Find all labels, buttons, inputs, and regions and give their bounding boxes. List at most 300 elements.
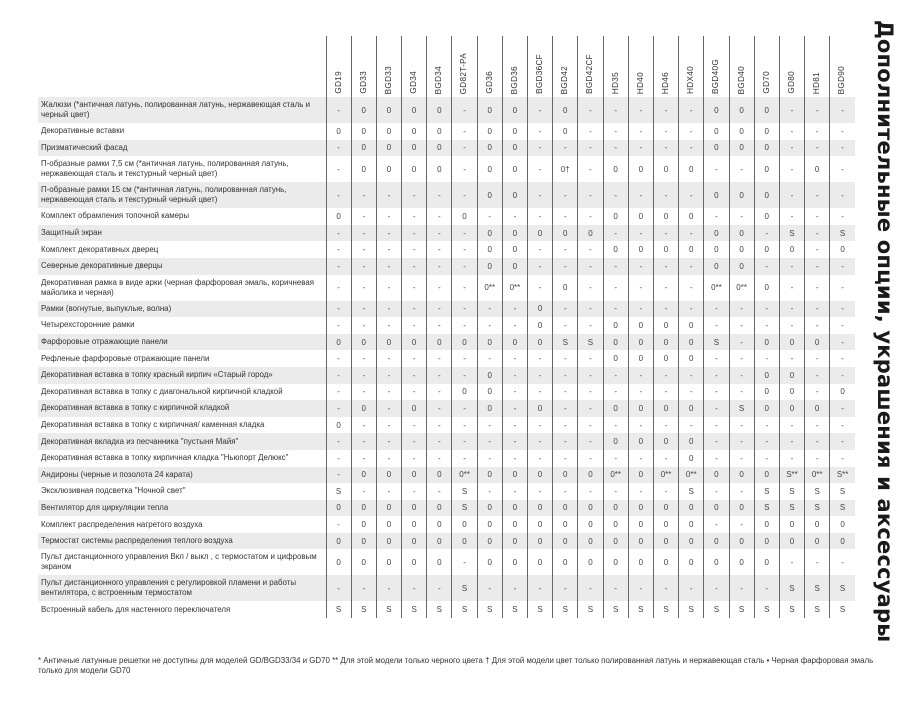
option-cell: - <box>830 367 855 384</box>
option-cell: 0 <box>729 467 754 484</box>
option-cell: 0 <box>427 467 452 484</box>
option-cell: - <box>351 208 376 225</box>
model-name: GD80 <box>786 71 796 94</box>
option-cell: S <box>830 225 855 242</box>
option-cell: 0 <box>679 241 704 258</box>
option-cell: 0 <box>653 350 678 367</box>
option-cell: - <box>830 208 855 225</box>
option-cell: S <box>754 500 779 517</box>
option-cell: 0** <box>452 467 477 484</box>
option-cell: - <box>754 433 779 450</box>
option-cell: - <box>553 417 578 434</box>
table-row <box>38 258 855 275</box>
option-cell: S <box>779 575 804 601</box>
option-cell: 0 <box>402 549 427 575</box>
option-cell: - <box>729 450 754 467</box>
option-cell: 0 <box>452 334 477 351</box>
option-cell: - <box>502 400 527 417</box>
option-cell: - <box>578 241 603 258</box>
model-header <box>653 36 678 97</box>
option-cell: 0 <box>603 334 628 351</box>
option-cell: - <box>402 384 427 401</box>
option-cell: - <box>553 140 578 157</box>
model-header <box>704 36 729 97</box>
option-cell: - <box>427 275 452 301</box>
option-cell: - <box>402 483 427 500</box>
model-header <box>779 36 804 97</box>
option-cell: - <box>477 450 502 467</box>
option-cell: - <box>704 575 729 601</box>
option-cell: - <box>351 483 376 500</box>
option-cell: 0 <box>679 156 704 182</box>
option-cell: 0 <box>528 301 553 318</box>
option-cell: - <box>528 483 553 500</box>
option-cell: S <box>477 601 502 618</box>
option-cell: 0 <box>427 334 452 351</box>
option-cell: 0 <box>528 334 553 351</box>
option-cell: 0 <box>830 384 855 401</box>
table-row <box>38 182 855 208</box>
option-cell: - <box>452 258 477 275</box>
row-label: Пульт дистанционного управления с регулировкой пламени и работы вентилятора, с встроенным термостатом <box>38 575 326 601</box>
option-cell: 0** <box>502 275 527 301</box>
option-cell: - <box>578 367 603 384</box>
option-cell: 0 <box>679 350 704 367</box>
option-cell: 0 <box>351 500 376 517</box>
option-cell: - <box>351 317 376 334</box>
option-cell: - <box>679 258 704 275</box>
model-name: HD35 <box>610 71 620 94</box>
option-cell: 0 <box>603 350 628 367</box>
option-cell: 0 <box>477 123 502 140</box>
option-cell: 0 <box>754 241 779 258</box>
option-cell: 0 <box>729 140 754 157</box>
option-cell: - <box>729 208 754 225</box>
option-cell: S <box>805 500 830 517</box>
option-cell: - <box>805 97 830 123</box>
option-cell: 0 <box>402 140 427 157</box>
option-cell: 0 <box>553 97 578 123</box>
row-label: Декоративная вставка в топку красный кирпич «Старый город» <box>38 367 326 384</box>
option-cell: 0 <box>376 549 401 575</box>
option-cell: S <box>376 601 401 618</box>
option-cell: - <box>729 334 754 351</box>
option-cell: - <box>578 258 603 275</box>
option-cell: S <box>805 483 830 500</box>
model-name: BGD36CF <box>535 54 544 94</box>
option-cell: 0 <box>754 123 779 140</box>
option-cell: - <box>830 334 855 351</box>
option-cell: - <box>528 182 553 208</box>
option-cell: 0 <box>326 549 351 575</box>
option-cell: 0 <box>578 467 603 484</box>
option-cell: 0 <box>402 500 427 517</box>
option-cell: - <box>351 225 376 242</box>
option-cell: - <box>427 483 452 500</box>
option-cell: - <box>402 450 427 467</box>
footnote: * Античные латунные решетки не доступны для моделей GD/BGD33/34 и GD70 ** Для этой модели только черного цвета † Для этой модели цвет только полированная латунь и нержавеющая сталь • Черная фарфоровая эмаль только для модели GD70 <box>38 656 874 675</box>
option-cell: 0 <box>704 241 729 258</box>
option-cell: 0 <box>653 533 678 550</box>
option-cell: 0 <box>528 225 553 242</box>
option-cell: 0 <box>679 400 704 417</box>
row-label: Декоративная вставка в топку с кирпичная/ каменная кладка <box>41 420 265 430</box>
option-cell: S <box>452 500 477 517</box>
option-cell: S <box>704 334 729 351</box>
option-cell: - <box>528 156 553 182</box>
option-cell: - <box>528 241 553 258</box>
option-cell: - <box>402 258 427 275</box>
option-cell: S <box>653 601 678 618</box>
option-cell: 0 <box>402 516 427 533</box>
option-cell: - <box>326 317 351 334</box>
option-cell: 0 <box>679 208 704 225</box>
option-cell: - <box>528 208 553 225</box>
option-cell: 0 <box>704 500 729 517</box>
option-cell: - <box>502 367 527 384</box>
option-cell: - <box>603 450 628 467</box>
option-cell: - <box>553 400 578 417</box>
option-cell: 0** <box>477 275 502 301</box>
options-table <box>38 36 855 618</box>
model-name: HD81 <box>812 71 822 94</box>
option-cell: - <box>376 317 401 334</box>
option-cell: - <box>704 433 729 450</box>
option-cell: - <box>452 97 477 123</box>
row-label: Встроенный кабель для настенного переключателя <box>41 604 231 614</box>
option-cell: - <box>603 367 628 384</box>
option-cell: S <box>830 483 855 500</box>
option-cell: 0 <box>553 225 578 242</box>
option-cell: 0 <box>402 533 427 550</box>
option-cell: - <box>376 400 401 417</box>
option-cell: - <box>578 97 603 123</box>
option-cell: 0 <box>427 156 452 182</box>
option-cell: - <box>578 208 603 225</box>
option-cell: 0 <box>628 317 653 334</box>
option-cell: - <box>754 575 779 601</box>
option-cell: - <box>628 140 653 157</box>
option-cell: 0 <box>679 500 704 517</box>
header-corner <box>38 36 326 97</box>
option-cell: - <box>477 317 502 334</box>
option-cell: - <box>376 258 401 275</box>
option-cell: 0 <box>351 156 376 182</box>
option-cell: - <box>452 225 477 242</box>
option-cell: - <box>528 123 553 140</box>
option-cell: - <box>553 241 578 258</box>
option-cell: - <box>376 225 401 242</box>
option-cell: - <box>376 575 401 601</box>
option-cell: 0 <box>704 549 729 575</box>
option-cell: 0 <box>729 225 754 242</box>
option-cell: - <box>729 516 754 533</box>
row-label: П-образные рамки 15 см (*античная латунь, полированная латунь, нержавеющая сталь и текстурный черный цвет) <box>38 182 326 208</box>
row-label: Декоративная вкладка из песчанника "пустыня Майя" <box>38 433 326 450</box>
option-cell: - <box>779 433 804 450</box>
option-cell: - <box>351 575 376 601</box>
option-cell: 0 <box>628 156 653 182</box>
option-cell: 0 <box>477 182 502 208</box>
option-cell: 0 <box>502 225 527 242</box>
table-row <box>38 140 855 157</box>
option-cell: 0 <box>452 516 477 533</box>
option-cell: - <box>452 317 477 334</box>
option-cell: 0 <box>528 500 553 517</box>
model-header <box>553 36 578 97</box>
option-cell: - <box>578 483 603 500</box>
option-cell: - <box>779 258 804 275</box>
option-cell: S <box>603 601 628 618</box>
option-cell: - <box>729 156 754 182</box>
option-cell: 0 <box>578 225 603 242</box>
model-header <box>805 36 830 97</box>
option-cell: 0 <box>679 433 704 450</box>
option-cell: 0 <box>653 516 678 533</box>
option-cell: 0 <box>679 450 704 467</box>
option-cell: - <box>427 384 452 401</box>
option-cell: 0 <box>351 140 376 157</box>
option-cell: S <box>553 601 578 618</box>
option-cell: 0** <box>653 467 678 484</box>
option-cell: - <box>805 241 830 258</box>
model-header <box>603 36 628 97</box>
table-row <box>38 384 855 401</box>
option-cell: - <box>452 433 477 450</box>
option-cell: 0 <box>653 400 678 417</box>
option-cell: - <box>528 258 553 275</box>
model-name: BGD33 <box>383 65 393 94</box>
option-cell: - <box>502 483 527 500</box>
option-cell: - <box>578 433 603 450</box>
table-row <box>38 450 855 467</box>
model-header <box>528 36 553 97</box>
option-cell: - <box>427 258 452 275</box>
option-cell: - <box>427 350 452 367</box>
option-cell: - <box>704 417 729 434</box>
option-cell: 0 <box>603 208 628 225</box>
option-cell: - <box>553 367 578 384</box>
option-cell: - <box>326 225 351 242</box>
option-cell: 0 <box>326 417 351 434</box>
option-cell: S <box>578 601 603 618</box>
option-cell: - <box>477 301 502 318</box>
option-cell: - <box>679 301 704 318</box>
option-cell: 0 <box>779 533 804 550</box>
option-cell: - <box>830 258 855 275</box>
option-cell: S <box>427 601 452 618</box>
option-cell: - <box>779 97 804 123</box>
option-cell: S <box>326 483 351 500</box>
option-cell: 0 <box>754 549 779 575</box>
option-cell: - <box>502 317 527 334</box>
option-cell: 0 <box>351 467 376 484</box>
option-cell: - <box>351 182 376 208</box>
option-cell: 0 <box>754 97 779 123</box>
option-cell: - <box>502 433 527 450</box>
option-cell: - <box>729 301 754 318</box>
option-cell: 0 <box>351 123 376 140</box>
option-cell: 0 <box>427 533 452 550</box>
option-cell: - <box>553 258 578 275</box>
option-cell: 0 <box>477 258 502 275</box>
option-cell: 0** <box>679 467 704 484</box>
option-cell: - <box>376 417 401 434</box>
option-cell: - <box>830 450 855 467</box>
option-cell: - <box>603 258 628 275</box>
option-cell: - <box>830 417 855 434</box>
option-cell: 0 <box>502 123 527 140</box>
option-cell: S <box>578 334 603 351</box>
option-cell: S** <box>830 467 855 484</box>
model-header <box>502 36 527 97</box>
option-cell: 0 <box>528 549 553 575</box>
option-cell: - <box>779 182 804 208</box>
option-cell: - <box>452 400 477 417</box>
option-cell: 0 <box>754 367 779 384</box>
option-cell: 0 <box>376 533 401 550</box>
option-cell: - <box>830 400 855 417</box>
option-cell: - <box>326 367 351 384</box>
option-cell: S <box>553 334 578 351</box>
option-cell: - <box>628 417 653 434</box>
option-cell: 0 <box>754 156 779 182</box>
option-cell: - <box>754 225 779 242</box>
option-cell: - <box>830 301 855 318</box>
option-cell: - <box>477 417 502 434</box>
option-cell: - <box>779 156 804 182</box>
option-cell: - <box>578 140 603 157</box>
option-cell: - <box>729 367 754 384</box>
option-cell: 0 <box>351 549 376 575</box>
table-row <box>38 156 855 182</box>
option-cell: 0 <box>754 400 779 417</box>
table-row <box>38 275 855 301</box>
option-cell: - <box>402 350 427 367</box>
option-cell: - <box>679 417 704 434</box>
option-cell: 0 <box>452 533 477 550</box>
option-cell: 0 <box>603 317 628 334</box>
option-cell: 0** <box>704 275 729 301</box>
option-cell: - <box>427 575 452 601</box>
row-label: Декоративная вставка в топку с кирпичной кладкой <box>38 400 326 417</box>
option-cell: 0 <box>427 549 452 575</box>
option-cell: - <box>653 384 678 401</box>
option-cell: - <box>729 575 754 601</box>
option-cell: 0 <box>553 533 578 550</box>
model-header <box>477 36 502 97</box>
option-cell: - <box>477 208 502 225</box>
table-row <box>38 350 855 367</box>
option-cell: - <box>578 182 603 208</box>
row-label: Четырехсторонние рамки <box>41 320 135 330</box>
option-cell: 0 <box>351 400 376 417</box>
option-cell: 0 <box>477 334 502 351</box>
option-cell: - <box>653 275 678 301</box>
option-cell: - <box>754 417 779 434</box>
option-cell: 0 <box>603 156 628 182</box>
option-cell: - <box>830 182 855 208</box>
option-cell: - <box>805 182 830 208</box>
option-cell: - <box>351 450 376 467</box>
option-cell: 0 <box>452 384 477 401</box>
model-header <box>402 36 427 97</box>
option-cell: 0 <box>704 258 729 275</box>
option-cell: 0 <box>528 516 553 533</box>
option-cell: - <box>779 417 804 434</box>
model-header <box>452 36 477 97</box>
option-cell: - <box>779 301 804 318</box>
option-cell: - <box>351 301 376 318</box>
option-cell: - <box>704 384 729 401</box>
model-name: BGD40 <box>736 65 746 94</box>
option-cell: - <box>402 208 427 225</box>
option-cell: - <box>704 450 729 467</box>
option-cell: 0 <box>805 400 830 417</box>
option-cell: 0 <box>628 467 653 484</box>
option-cell: - <box>502 301 527 318</box>
option-cell: 0** <box>805 467 830 484</box>
option-cell: 0 <box>628 433 653 450</box>
option-cell: 0 <box>754 208 779 225</box>
option-cell: 0 <box>679 516 704 533</box>
option-cell: 0 <box>628 334 653 351</box>
option-cell: - <box>754 350 779 367</box>
table-row <box>38 575 855 601</box>
row-label: Рамки (вогнутые, выпуклые, волна) <box>38 301 326 318</box>
option-cell: S <box>402 601 427 618</box>
table-row <box>38 433 855 450</box>
option-cell: - <box>553 433 578 450</box>
table-row <box>38 549 855 575</box>
option-cell: S <box>830 601 855 618</box>
option-cell: 0 <box>326 533 351 550</box>
option-cell: - <box>603 384 628 401</box>
option-cell: 0 <box>553 516 578 533</box>
option-cell: 0 <box>729 549 754 575</box>
option-cell: - <box>402 182 427 208</box>
option-cell: S <box>528 601 553 618</box>
option-cell: - <box>477 483 502 500</box>
option-cell: - <box>376 182 401 208</box>
option-cell: - <box>402 225 427 242</box>
option-cell: 0 <box>477 533 502 550</box>
option-cell: S <box>452 483 477 500</box>
model-header <box>376 36 401 97</box>
option-cell: - <box>326 97 351 123</box>
option-cell: - <box>452 182 477 208</box>
option-cell: - <box>704 483 729 500</box>
model-name: BGD90 <box>837 65 847 94</box>
option-cell: 0 <box>653 500 678 517</box>
option-cell: - <box>603 301 628 318</box>
option-cell: - <box>402 575 427 601</box>
option-cell: - <box>628 384 653 401</box>
option-cell: S <box>679 483 704 500</box>
option-cell: 0 <box>628 208 653 225</box>
option-cell: - <box>502 350 527 367</box>
option-cell: - <box>427 182 452 208</box>
option-cell: 0 <box>502 500 527 517</box>
option-cell: 0 <box>779 367 804 384</box>
option-cell: - <box>653 367 678 384</box>
option-cell: 0 <box>603 433 628 450</box>
page-title <box>865 20 900 643</box>
option-cell: - <box>427 301 452 318</box>
option-cell: - <box>376 384 401 401</box>
option-cell: - <box>830 123 855 140</box>
option-cell: - <box>528 417 553 434</box>
